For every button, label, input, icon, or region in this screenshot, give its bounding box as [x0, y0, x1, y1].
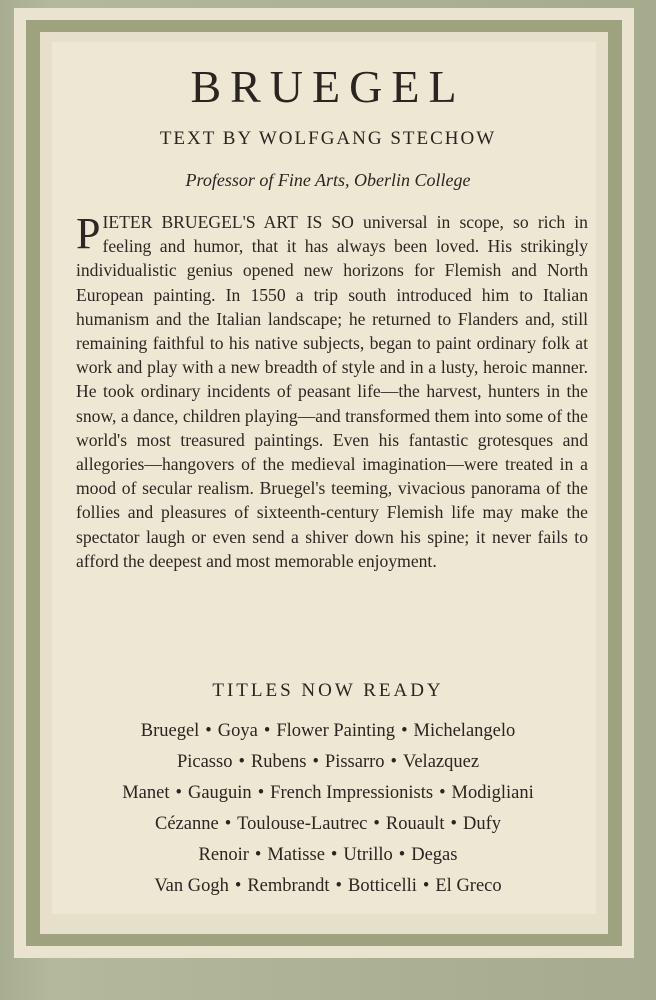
title-item: Renoir [198, 845, 249, 865]
title-item: Goya [217, 721, 258, 741]
bullet-separator: • [238, 752, 245, 772]
title-item: Utrillo [343, 845, 393, 865]
bullet-separator: • [401, 721, 408, 741]
bullet-separator: • [224, 814, 232, 834]
bullet-separator: • [254, 845, 262, 865]
title-item: Degas [411, 845, 458, 865]
bullet-separator: • [257, 783, 265, 803]
bullet-separator: • [450, 814, 457, 834]
title-item: Dufy [462, 814, 501, 834]
title-item: Bruegel [140, 721, 200, 741]
bullet-separator: • [205, 721, 212, 741]
title-item: Velazquez [403, 752, 480, 772]
intro-text: universal in scope, so rich in feeling and humor, that it has always been loved. His strikingly individualistic genius opened new horizons for Flemish and North European painting. In 1550 a trip south introduced him to Italian humanism and the Italian landscape; he returned to Flanders and, still remaining faithful to his native subjects, began to paint ordinary folk at work and play with a new breadth of style and in a lusty, heroic manner. He took ordinary incidents of peasant life—the harvest, hunters in the snow, a dance, children playing—and transformed them into some of the world's most treasured paintings. Even his fantastic grotesques and allegories—hangovers of the medieval imagination—were treated in a mood of secular realism. Bruegel's teeming, vivacious panorama of the follies and pleasures of sixteenth-century Flemish life may make the spectator laugh or even send a shiver down his spine; it never fails to afford the deepest and most memorable enjoyment. [76, 212, 588, 571]
intro-lead-in: IETER BRUEGEL'S ART IS SO [102, 212, 354, 232]
title-item: Rembrandt [247, 876, 330, 896]
titles-row [60, 778, 596, 809]
title-item: Pissarro [324, 752, 385, 772]
title-item: Manet [122, 783, 170, 803]
title-item: Michelangelo [413, 721, 516, 741]
author-affiliation: Professor of Fine Arts, Oberlin College [185, 170, 471, 190]
drop-cap: P [76, 209, 101, 258]
titles-row [60, 747, 596, 778]
bullet-separator: • [335, 876, 343, 896]
title-item: Matisse [267, 845, 325, 865]
bullet-separator: • [439, 783, 446, 803]
title-item: Flower Painting [276, 721, 396, 741]
titles-row [60, 871, 596, 902]
title-item: French Impressionists [270, 783, 434, 803]
title-item: Picasso [176, 752, 233, 772]
titles-list [60, 716, 596, 902]
bullet-separator: • [390, 752, 398, 772]
title-item: Toulouse-Lautrec [237, 814, 368, 834]
intro-paragraph [76, 210, 588, 573]
title-item: El Greco [435, 876, 502, 896]
titles-heading: TITLES NOW READY [212, 680, 444, 701]
bullet-separator: • [373, 814, 380, 834]
bullet-separator: • [263, 721, 271, 741]
titles-row [60, 716, 596, 747]
bullet-separator: • [312, 752, 319, 772]
bullet-separator: • [422, 876, 430, 896]
title-item: Van Gogh [154, 876, 229, 896]
titles-row [60, 840, 596, 871]
title-item: Gauguin [187, 783, 252, 803]
titles-row [60, 809, 596, 840]
bullet-separator: • [398, 845, 406, 865]
author-byline: TEXT BY WOLFGANG STECHOW [159, 128, 497, 149]
title-item: Rouault [385, 814, 445, 834]
bullet-separator: • [175, 783, 182, 803]
bullet-separator: • [234, 876, 242, 896]
bullet-separator: • [330, 845, 338, 865]
book-title: BRUEGEL [190, 61, 466, 112]
title-item: Cézanne [155, 814, 219, 834]
title-item: Rubens [250, 752, 307, 772]
title-item: Modigliani [451, 783, 534, 803]
title-item: Botticelli [348, 876, 417, 896]
